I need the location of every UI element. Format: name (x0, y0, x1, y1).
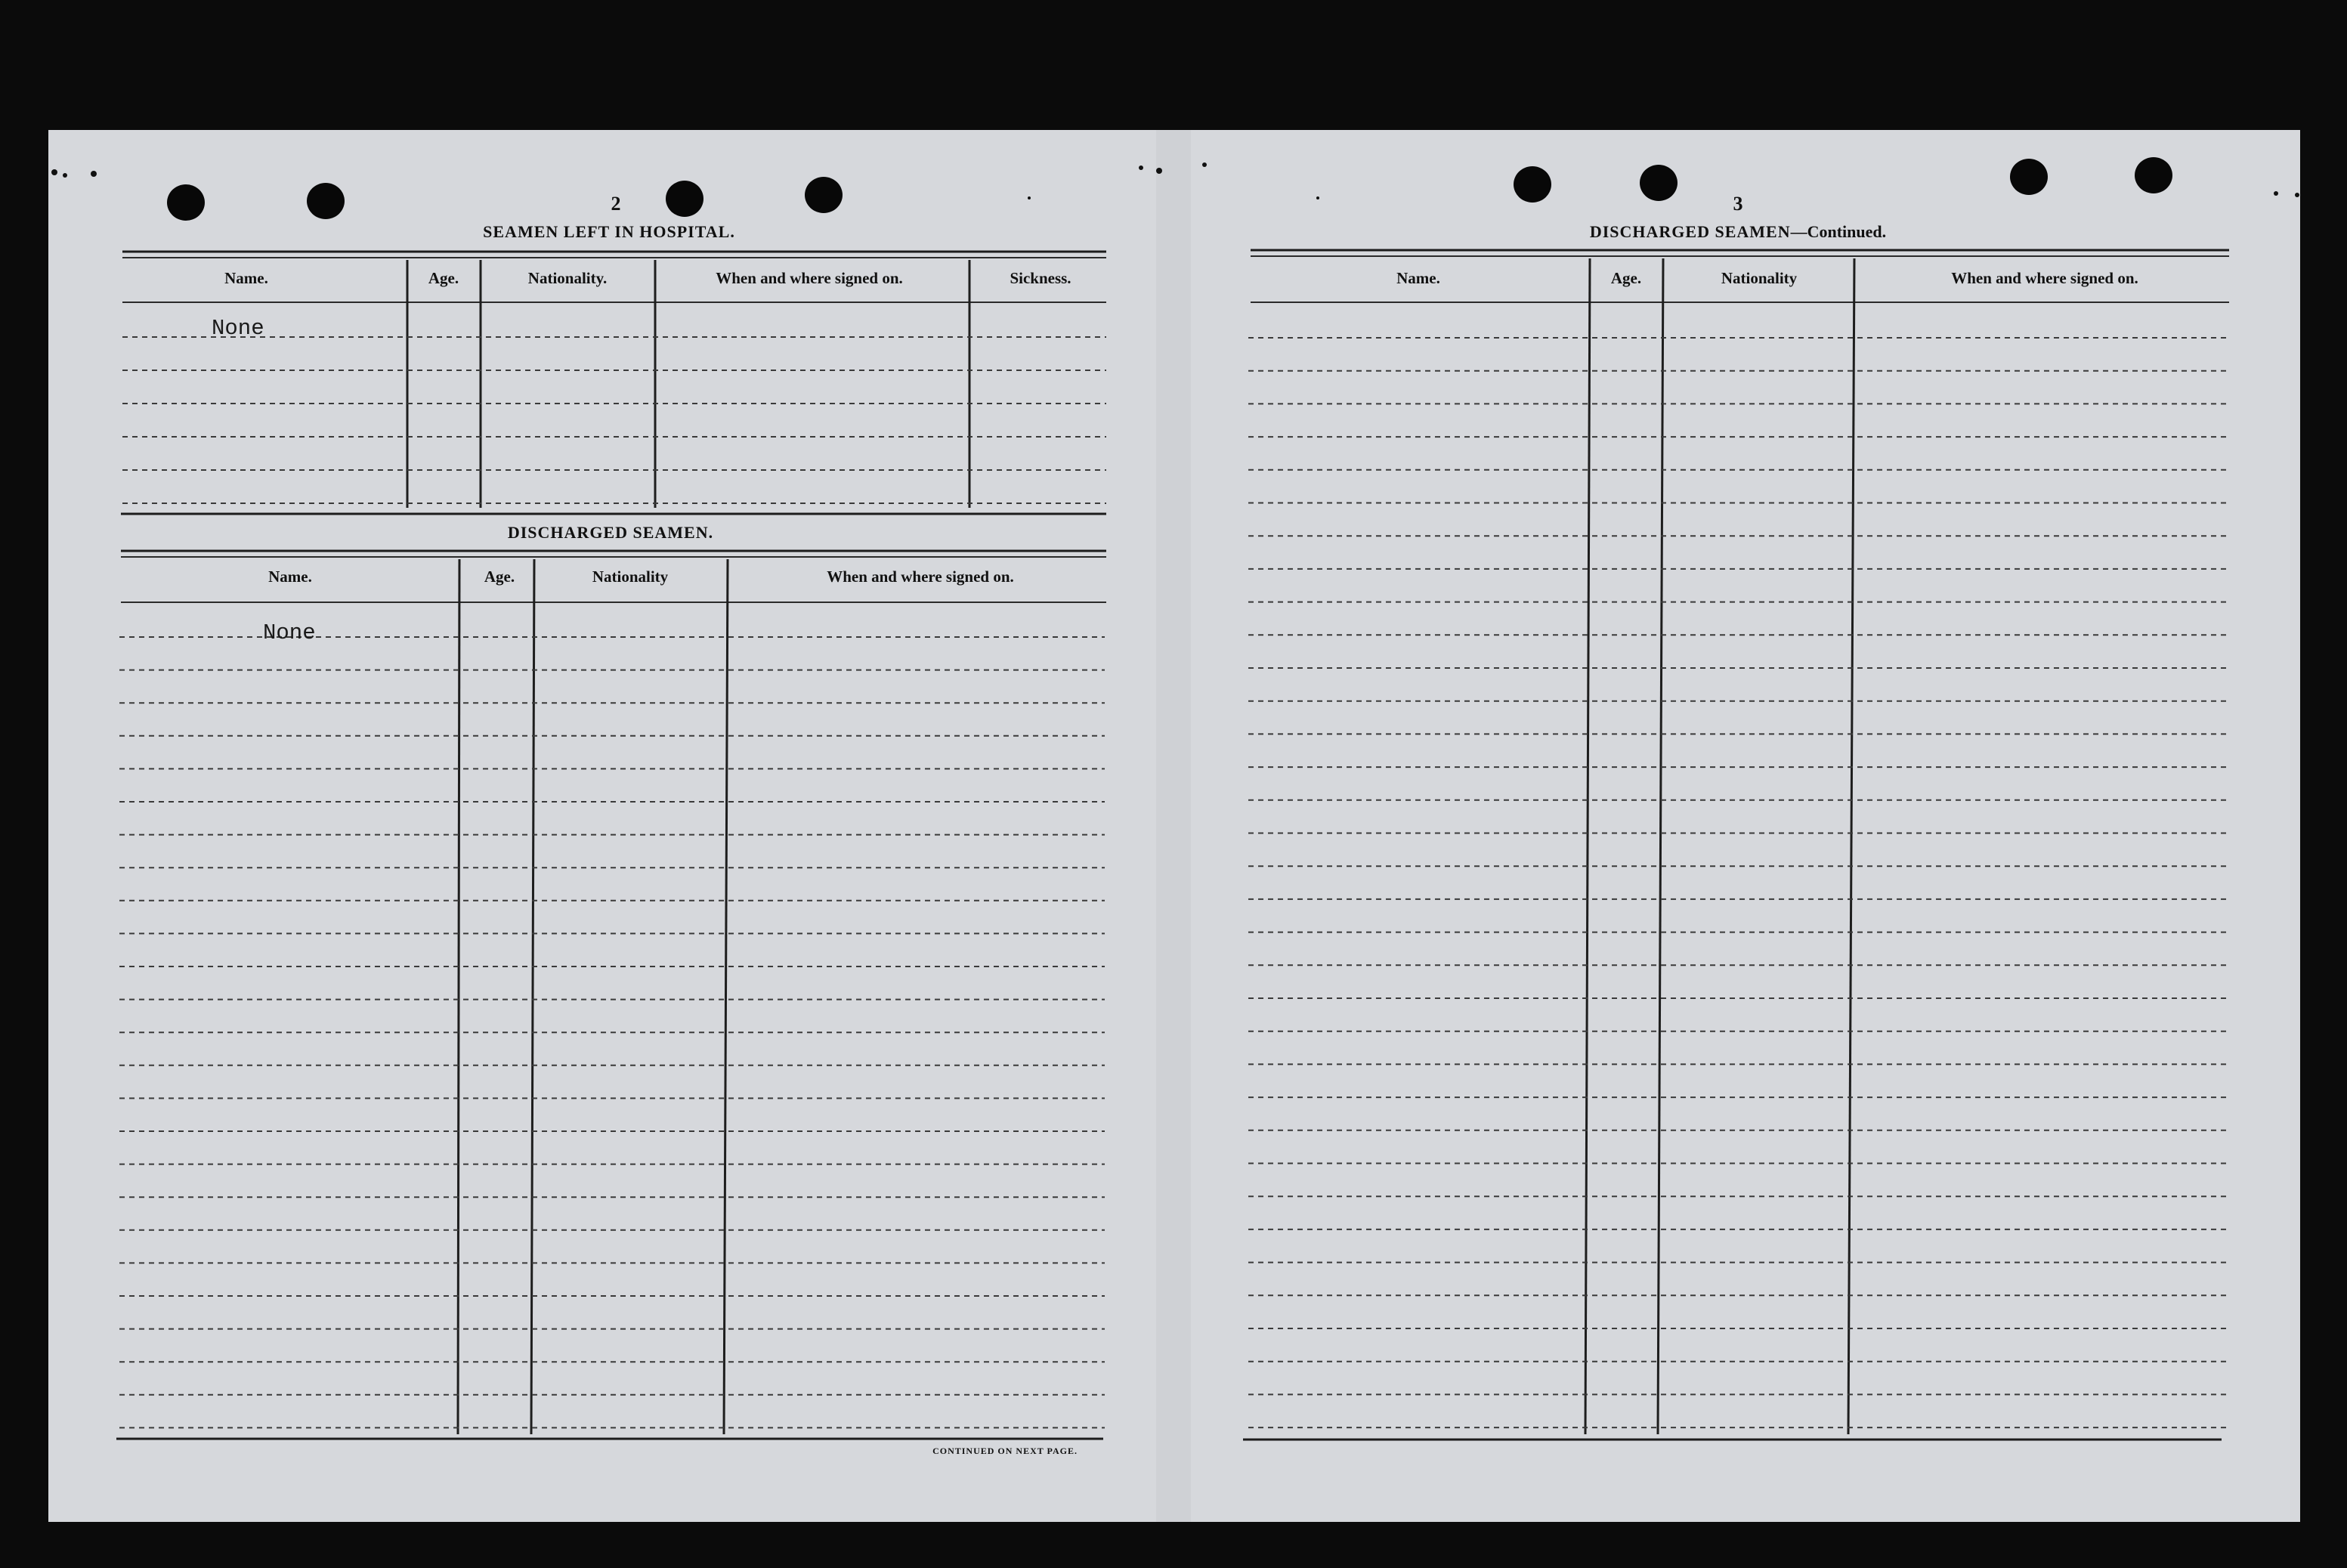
discharged-entry-none: None (263, 620, 316, 645)
column-header-nationality: Nationality (1721, 269, 1798, 287)
column-header-name: Name. (224, 269, 268, 287)
column-header-name: Name. (268, 568, 312, 586)
punch-hole (2135, 157, 2172, 193)
column-header-name: Name. (1396, 269, 1440, 287)
column-header-when-where-signed: When and where signed on. (716, 269, 903, 287)
column-header-when-where-signed: When and where signed on. (1951, 269, 2138, 287)
column-header-sickness: Sickness. (1010, 269, 1071, 287)
section-title-discharged-continued: DISCHARGED SEAMEN—Continued. (1589, 222, 1887, 241)
punch-hole (666, 181, 703, 217)
section-title-discharged: DISCHARGED SEAMEN. (507, 523, 714, 542)
hospital-entry-none: None (212, 316, 264, 341)
column-header-when-where-signed: When and where signed on. (827, 568, 1014, 586)
page-number: 2 (611, 193, 621, 215)
page-number: 3 (1733, 193, 1743, 215)
column-header-age: Age. (428, 269, 459, 287)
punch-hole (307, 183, 345, 219)
punch-hole (805, 177, 843, 213)
punch-hole (1640, 165, 1678, 201)
center-fold (1156, 130, 1191, 1522)
column-header-nationality: Nationality. (527, 269, 608, 287)
column-header-age: Age. (484, 568, 515, 586)
column-header-nationality: Nationality (592, 568, 669, 586)
punch-hole (1514, 166, 1551, 203)
column-header-age: Age. (1610, 269, 1642, 287)
section-title-hospital: SEAMEN LEFT IN HOSPITAL. (483, 222, 735, 241)
punch-hole (167, 184, 205, 221)
punch-hole (2010, 159, 2048, 195)
continued-note: CONTINUED ON NEXT PAGE. (932, 1446, 1078, 1456)
